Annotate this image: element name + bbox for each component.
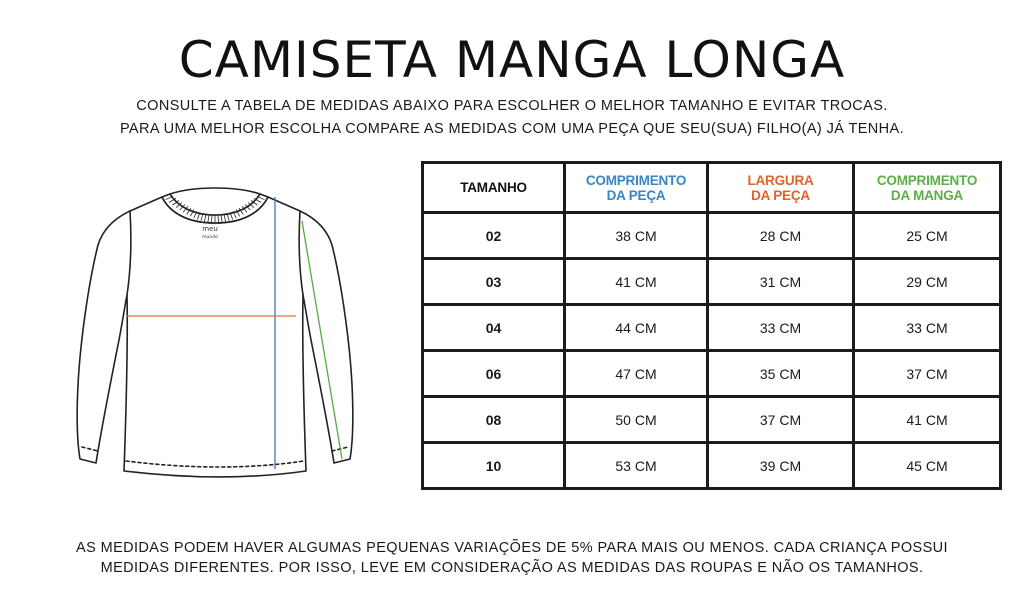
size-table-body <box>423 213 1001 489</box>
size-cell: 06 <box>423 351 565 397</box>
width-cell: 31 CM <box>708 259 854 305</box>
instructions-line-1: CONSULTE A TABELA DE MEDIDAS ABAIXO PARA ESCOLHER O MELHOR TAMANHO E EVITAR TROCAS. <box>136 98 888 114</box>
length-cell: 41 CM <box>565 259 708 305</box>
table-row <box>423 443 1001 489</box>
length-cell: 38 CM <box>565 213 708 259</box>
size-cell: 04 <box>423 305 565 351</box>
shirt-illustration <box>70 185 370 495</box>
size-table-header-row <box>423 163 1001 213</box>
header-size <box>423 163 565 213</box>
disclaimer-line-2: MEDIDAS DIFERENTES. POR ISSO, LEVE EM CONSIDERAÇÃO AS MEDIDAS DAS ROUPAS E NÃO OS TAMANHOS. <box>100 560 924 576</box>
sleeve-cell: 37 CM <box>854 351 1001 397</box>
width-cell: 39 CM <box>708 443 854 489</box>
width-cell: 28 CM <box>708 213 854 259</box>
sleeve-cell: 41 CM <box>854 397 1001 443</box>
header-garment-length-line: DA PEÇA <box>606 187 666 203</box>
length-cell: 47 CM <box>565 351 708 397</box>
disclaimer-line-1: AS MEDIDAS PODEM HAVER ALGUMAS PEQUENAS VARIAÇÕES DE 5% PARA MAIS OU MENOS. CADA CRIANÇA POSSUI <box>76 540 948 556</box>
width-cell: 33 CM <box>708 305 854 351</box>
table-row <box>423 259 1001 305</box>
table-row <box>423 305 1001 351</box>
sleeve-cell: 33 CM <box>854 305 1001 351</box>
collar-rib-line <box>218 215 219 223</box>
brand-label-top: meu <box>202 225 218 233</box>
size-cell: 10 <box>423 443 565 489</box>
header-sleeve-length-line: DA MANGA <box>890 187 964 203</box>
table-row <box>423 213 1001 259</box>
size-cell: 08 <box>423 397 565 443</box>
header-garment-width-line: LARGURA <box>747 172 814 188</box>
collar-rib-line <box>212 215 213 223</box>
size-cell: 02 <box>423 213 565 259</box>
size-cell: 03 <box>423 259 565 305</box>
header-sleeve-length <box>854 163 1001 213</box>
header-garment-length-line: COMPRIMENTO <box>585 172 687 188</box>
header-size-line: TAMANHO <box>460 180 527 195</box>
width-cell: 37 CM <box>708 397 854 443</box>
sleeve-cell: 25 CM <box>854 213 1001 259</box>
table-row <box>423 351 1001 397</box>
size-table <box>421 161 1002 490</box>
header-garment-length <box>565 163 708 213</box>
instructions-line-2: PARA UMA MELHOR ESCOLHA COMPARE AS MEDIDAS COM UMA PEÇA QUE SEU(SUA) FILHO(A) JÁ TENHA. <box>119 121 905 137</box>
length-cell: 53 CM <box>565 443 708 489</box>
header-garment-width <box>708 163 854 213</box>
sleeve-cell: 29 CM <box>854 259 1001 305</box>
length-cell: 44 CM <box>565 305 708 351</box>
page-title: CAMISETA MANGA LONGA <box>178 31 846 89</box>
header-sleeve-length-line: COMPRIMENTO <box>876 172 978 188</box>
brand-label-bottom: mundo <box>202 235 218 240</box>
header-garment-width-line: DA PEÇA <box>751 187 810 203</box>
width-cell: 35 CM <box>708 351 854 397</box>
length-cell: 50 CM <box>565 397 708 443</box>
sleeve-cell: 45 CM <box>854 443 1001 489</box>
table-row <box>423 397 1001 443</box>
